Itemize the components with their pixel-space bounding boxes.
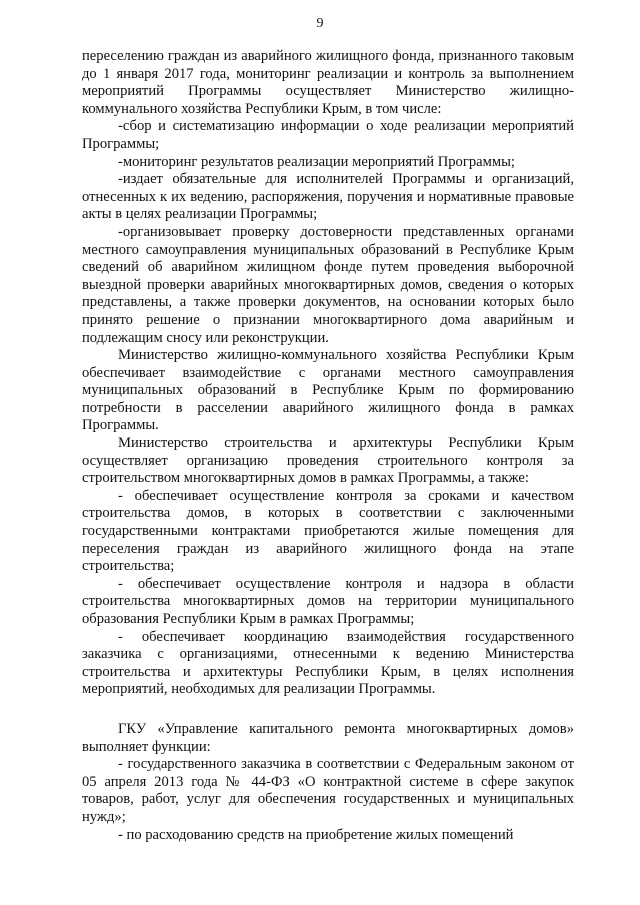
paragraph-ministry-housing: Министерство жилищно-коммунального хозяйства Республики Крым обеспечивает взаимодействие с органами местного самоуправления муниципальных образований в Республике Крым по формированию потребности в расселении аварийного жилищного фонда в рамках Программы. [82, 347, 574, 434]
list-item-issues-acts: -издает обязательные для исполнителей Программы и организаций, отнесенных к их ведению, распоряжения, поручения и нормативные правовые акты в целях реализации Программы; [82, 171, 574, 223]
list-item-supervision: - обеспечивает осуществление контроля и надзора в области строительства многоквартирных домов на территории муниципального образования Республики Крым в рамках Программы; [82, 575, 574, 627]
page-number: 9 [316, 16, 324, 31]
list-item-monitoring: -мониторинг результатов реализации мероприятий Программы; [118, 153, 515, 170]
paragraph-ministry-construction: Министерство строительства и архитектуры Республики Крым осуществляет организацию проведения строительного контроля за строительством многоквартирных домов в рамках Программы, а также: [82, 435, 574, 487]
paragraph-continuation: переселению граждан из аварийного жилищного фонда, признанного таковым до 1 января 2017 года, мониторинг реализации и контроль за выполнением мероприятий Программы осуществляет Министерство жилищно-коммунального хозяйства Республики Крым, в том числе: [82, 48, 574, 117]
list-item-coordination: - обеспечивает координацию взаимодействия государственного заказчика с организациями, отнесенными к ведению Министерства строительства и архитектуры Республики Крым, в целях исполнения мероприятий, необходимых для реализации Программы. [82, 628, 574, 698]
paragraph-gku: ГКУ «Управление капитального ремонта многоквартирных домов» выполняет функции: [82, 720, 574, 755]
list-item-collect-info: -сбор и систематизацию информации о ходе реализации мероприятий Программы; [82, 118, 574, 152]
list-item-state-customer: - государственного заказчика в соответствии с Федеральным законом от 05 апреля 2013 года № 44-ФЗ «О контрактной системе в сфере закупок товаров, работ, услуг для обеспечения государственных и муниципальных нужд»; [82, 756, 574, 825]
list-item-spending: - по расходованию средств на приобретение жилых помещений [118, 826, 514, 843]
list-item-quality-control: - обеспечивает осуществление контроля за сроками и качеством строительства домов, в которых в соответствии с заключенными государственными контрактами приобретаются жилые помещения для переселения граждан из аварийного жилищного фонда на этапе строительства; [82, 487, 574, 575]
document-body [82, 48, 574, 844]
list-item-verification: -организовывает проверку достоверности представленных органами местного самоуправления муниципальных образований в Республике Крым сведений об аварийном жилищном фонде путем проведения выборочной выездной проверки аварийных многоквартирных домов, сведения о которых представлены, а также проверки документов, на основании которых было принято решение о признании многоквартирного дома аварийным и подлежащим сносу или реконструкции. [82, 223, 574, 346]
